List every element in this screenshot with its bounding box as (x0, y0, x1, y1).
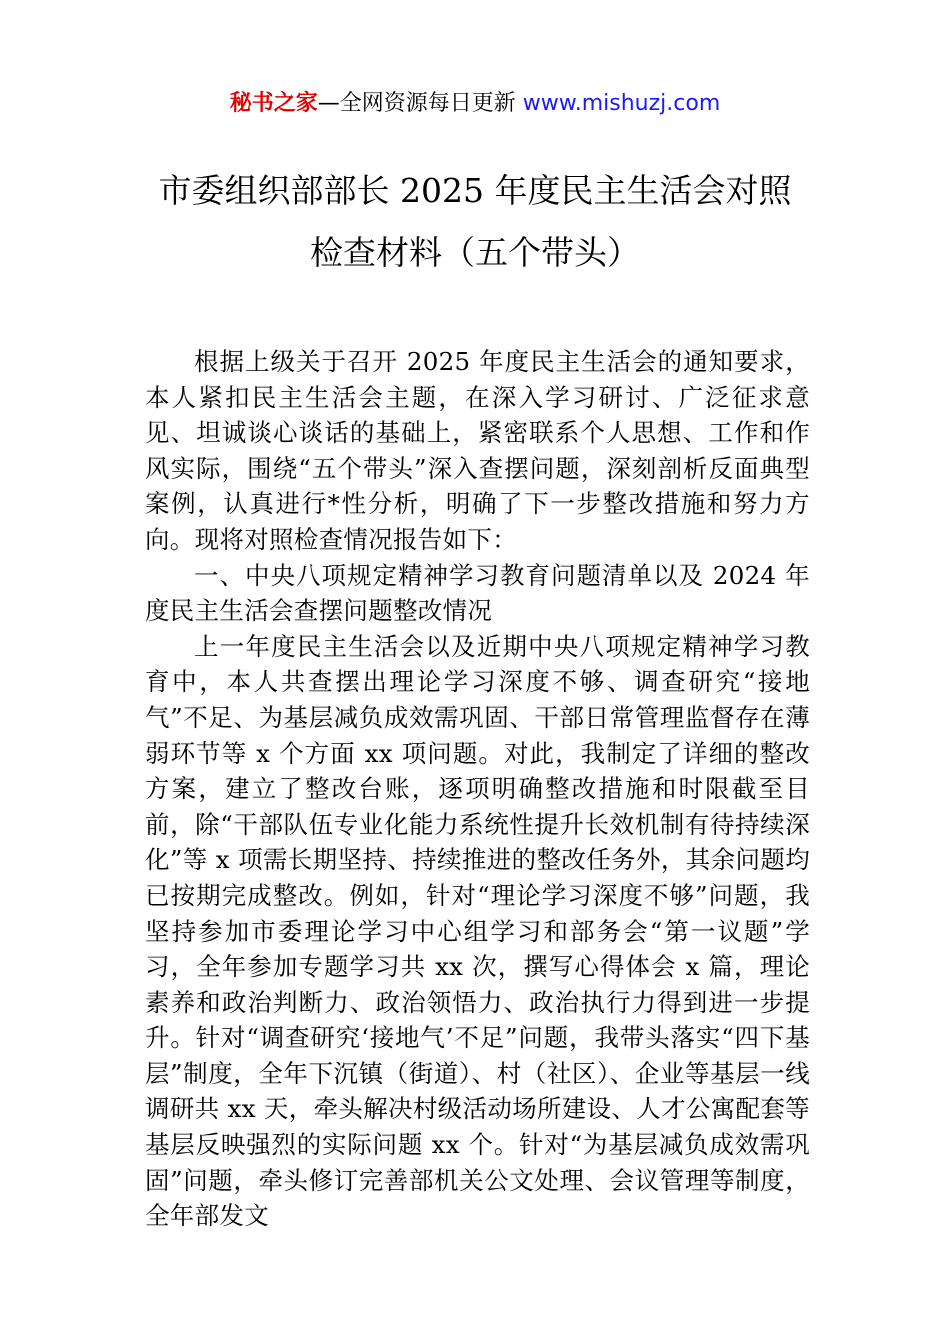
title-line-2: 检查材料（五个带头） (310, 233, 640, 272)
document-body (145, 344, 810, 1234)
site-brand: 秘书之家 (229, 91, 318, 116)
site-url-link[interactable]: www.mishuzj.com (522, 91, 721, 116)
site-tagline: —全网资源每日更新 (317, 91, 523, 116)
site-header (0, 88, 950, 120)
paragraph-rectification: 上一年度民主生活会以及近期中央八项规定精神学习教育中，本人共查摆出理论学习深度不够、调查研究“接地气”不足、为基层减负成效需巩固、干部日常管理监督存在薄弱环节等 x 个方面 xx 项问题。对此，我制定了详细的整改方案，建立了整改台账，逐项明确整改措施和时限截至目前，除“干部队伍专业化能力系统性提升长效机制有待持续深化”等 x 项需长期坚持、持续推进的整改任务外，其余问题均已按期完成整改。例如，针对“理论学习深度不够”问题，我坚持参加市委理论学习中心组学习和部务会“第一议题”学习，全年参加专题学习共 xx 次，撰写心得体会 x 篇，理论素养和政治判断力、政治领悟力、政治执行力得到进一步提升。针对“调查研究‘接地气’不足”问题，我带头落实“四下基层”制度，全年下沉镇（街道）、村（社区）、企业等基层一线调研共 xx 天，牵头解决村级活动场所建设、人才公寓配套等基层反映强烈的实际问题 xx 个。针对“为基层减负成效需巩固”问题，牵头修订完善部机关公文处理、会议管理等制度，全年部发文 (145, 631, 811, 1231)
section-heading-1: 一、中央八项规定精神学习教育问题清单以及 2024 年度民主生活会查摆问题整改情况 (145, 560, 810, 626)
document-title (60, 160, 890, 284)
title-line-1: 市委组织部部长 2025 年度民主生活会对照 (158, 171, 792, 210)
paragraph-intro: 根据上级关于召开 2025 年度民主生活会的通知要求，本人紧扣民主生活会主题，在深入学习研讨、广泛征求意见、坦诚谈心谈话的基础上，紧密联系个人思想、工作和作风实际，围绕“五个带头”深入查摆问题，深刻剖析反面典型案例，认真进行*性分析，明确了下一步整改措施和努力方向。现将对照检查情况报告如下： (145, 347, 810, 554)
